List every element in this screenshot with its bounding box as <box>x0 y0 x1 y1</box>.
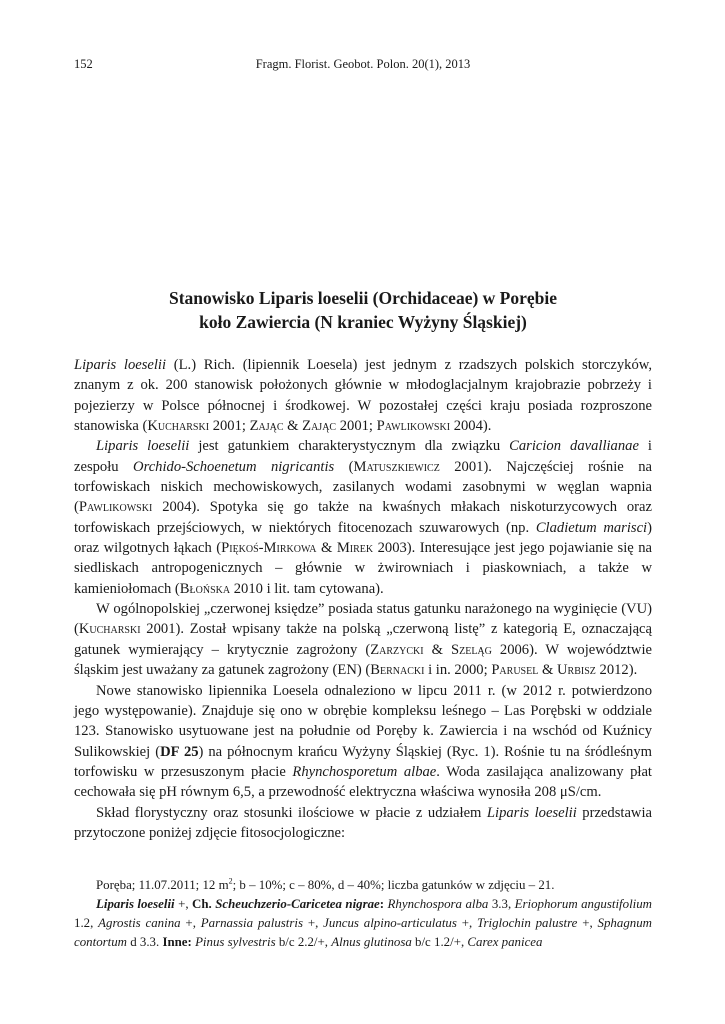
text-span: 2004). Spotyka się go także na kwaśnych młakach niskoturzycowych oraz torfowiskach przejściowych, w niektórych fitocenozach szuwarowych (np. <box>74 499 652 536</box>
text-span: ( <box>334 458 354 475</box>
author-citation: Szeląg <box>450 641 492 658</box>
releve-block <box>74 876 652 952</box>
article-body <box>74 355 652 843</box>
text-span: 2006). W województwie śląskim jest uważany za gatunek zagrożony (EN) ( <box>74 641 652 679</box>
text-span: b/c 1.2/+, <box>411 935 468 949</box>
text-span: Poręba; 11.07.2011; 12 m <box>96 878 229 892</box>
species-name: Liparis loeselii <box>96 897 175 911</box>
species-name: Liparis loeselii <box>74 357 167 373</box>
title-line-2: koło Zawiercia (N kraniec Wyżyny Śląskiej) <box>199 312 527 332</box>
paragraph-4 <box>74 681 652 803</box>
author-citation: Parusel <box>491 662 539 679</box>
author-citation: Zarzycki <box>370 641 424 658</box>
species-name: Liparis loeselii <box>96 438 190 455</box>
text-span: +, <box>174 897 193 911</box>
text-span: b/c 2.2/+, <box>275 935 332 949</box>
species-name: Agrostis canina <box>98 916 181 930</box>
superscript: 2 <box>228 876 233 886</box>
text-span: 2004). <box>450 418 492 435</box>
author-citation: Zając <box>249 418 284 435</box>
species-name: Rhynchospora alba <box>387 897 489 911</box>
author-citation: Matuszkiewicz <box>353 458 440 475</box>
syntaxon-name: Cladietum marisci <box>535 519 648 536</box>
text-span: i zespołu <box>74 438 652 475</box>
text-span: +, <box>456 916 478 930</box>
species-name: Carex panicea <box>467 935 543 949</box>
text-span: Nowe stanowisko lipiennika Loesela odnaleziono w lipcu 2011 r. (w 2012 r. potwierdzono jego występowanie). Znajduje się ono w obrębie kompleksu leśnego – Las Porębski w oddziale 123. Stanowisko usytuowane jest na południe od Poręby k. Zawiercia i na wschód od Kuźnicy Sulikowskiej ( <box>74 682 652 760</box>
grid-square-code: DF 25 <box>160 743 199 760</box>
title-line-1: Stanowisko Liparis loeselii (Orchidaceae) w Porębie <box>168 288 558 308</box>
text-span: +, <box>577 916 598 930</box>
species-name: Juncus alpino-articulatus <box>323 916 457 930</box>
species-name: Alnus glutinosa <box>331 935 412 949</box>
text-span: jest gatunkiem charakterystycznym dla związku <box>189 438 510 455</box>
page-number: 152 <box>74 57 93 71</box>
journal-citation: Fragm. Florist. Geobot. Polon. 20(1), 2013 <box>255 57 471 71</box>
releve-species-list <box>74 895 652 952</box>
text-span: +, <box>180 916 201 930</box>
class-label: Ch. <box>192 897 216 911</box>
class-label: : <box>379 897 388 911</box>
author-citation: Urbisz <box>556 662 596 679</box>
text-span: ) oraz wilgotnych łąkach ( <box>74 519 652 557</box>
text-span: ) na północnym krańcu Wyżyny Śląskiej (Ryc. 1). Rośnie tu na śródleśnym torfowisku w przesuszonym płacie <box>74 743 652 780</box>
species-name: Parnassia palustris <box>200 916 303 930</box>
paragraph-5 <box>74 803 652 844</box>
paragraph-1 <box>74 355 652 436</box>
text-span: 3.3, <box>488 897 515 911</box>
syntaxon-name: Caricion davallianae <box>509 438 639 455</box>
text-span: 2003). Interesujące jest jego pojawianie się na siedliskach antropogenicznych – głównie w żwirowniach i piaskowniach, a także w kamieniołomach ( <box>74 540 652 597</box>
species-name: Eriophorum angustifolium <box>514 897 652 911</box>
text-span: & <box>423 641 451 658</box>
releve-header <box>74 876 652 895</box>
species-name: Liparis loeselii <box>486 804 577 821</box>
class-label: Inne: <box>162 935 192 949</box>
text-span: & <box>316 540 337 557</box>
species-name: Sphagnum contortum <box>74 916 652 949</box>
text-span: 1.2, <box>74 916 99 930</box>
author-citation: Mirek <box>336 540 374 557</box>
author-citation: Błońska <box>179 580 231 597</box>
author-citation: Pawlikowski <box>376 418 451 435</box>
author-citation: Kucharski <box>147 418 210 435</box>
syntaxon-name: Orchido-Schoenetum nigricantis <box>133 458 335 475</box>
paragraph-2 <box>74 436 652 599</box>
text-span: 2001). Został wpisany także na polską „czerwoną listę” z kategorią E, oznaczającą gatunek wymierający – krytycznie zagrożony ( <box>74 621 652 658</box>
text-span: ; b – 10%; c – 80%, d – 40%; liczba gatunków w zdjęciu – 21. <box>232 878 555 892</box>
article-title <box>74 286 652 334</box>
text-span: przedstawia przytoczone poniżej zdjęcie fitosocjologiczne: <box>74 804 652 841</box>
syntaxon-name: Scheuchzerio-Caricetea nigrae <box>215 897 380 911</box>
author-citation: Piękoś-Mirkowa <box>221 540 317 557</box>
text-span: d 3.3. <box>127 935 163 949</box>
author-citation: Bernacki <box>370 662 425 679</box>
author-citation: Pawlikowski <box>78 499 153 516</box>
text-span: 2001). Najczęściej rośnie na torfowiskach niskich mechowiskowych, zasilanych wodami zasobnymi w węglan wapnia ( <box>74 458 652 516</box>
text-span: +, <box>303 916 324 930</box>
text-span: 2001; <box>209 418 250 435</box>
text-span: 2010 i lit. tam cytowana). <box>230 580 384 597</box>
text-span: (L.) Rich. (lipiennik Loesela) jest jednym z rzadszych polskich storczyków, znanym z ok. 200 stanowisk położonych głównie w młodoglacjalnym krajobrazie pobrzeży i pojezierzy w Polsce północnej i środkowej. W pozostałej części kraju posiada rozproszone stanowiska ( <box>74 357 652 435</box>
text-span: W ogólnopolskiej „czerwonej księdze” posiada status gatunku narażonego na wyginięcie (VU) ( <box>74 601 652 638</box>
species-name: Pinus sylvestris <box>195 935 276 949</box>
text-span: & <box>283 418 303 435</box>
text-span: 2012). <box>595 662 638 679</box>
paragraph-3 <box>74 599 652 680</box>
syntaxon-name: Rhynchosporetum albae <box>292 763 437 780</box>
text-span: & <box>538 662 557 679</box>
species-name: Triglochin palustre <box>477 916 578 930</box>
text-span: . Woda zasilająca analizowany płat cechowała się pH równym 6,5, a przewodność elektryczna właściwa wynosiła 208 μS/cm. <box>74 763 652 801</box>
author-citation: Kucharski <box>78 621 141 638</box>
author-citation: Zając <box>302 418 337 435</box>
text-span: 2001; <box>336 418 377 435</box>
text-span: i in. 2000; <box>424 662 492 679</box>
text-span: Skład florystyczny oraz stosunki ilościowe w płacie z udziałem <box>96 804 487 821</box>
